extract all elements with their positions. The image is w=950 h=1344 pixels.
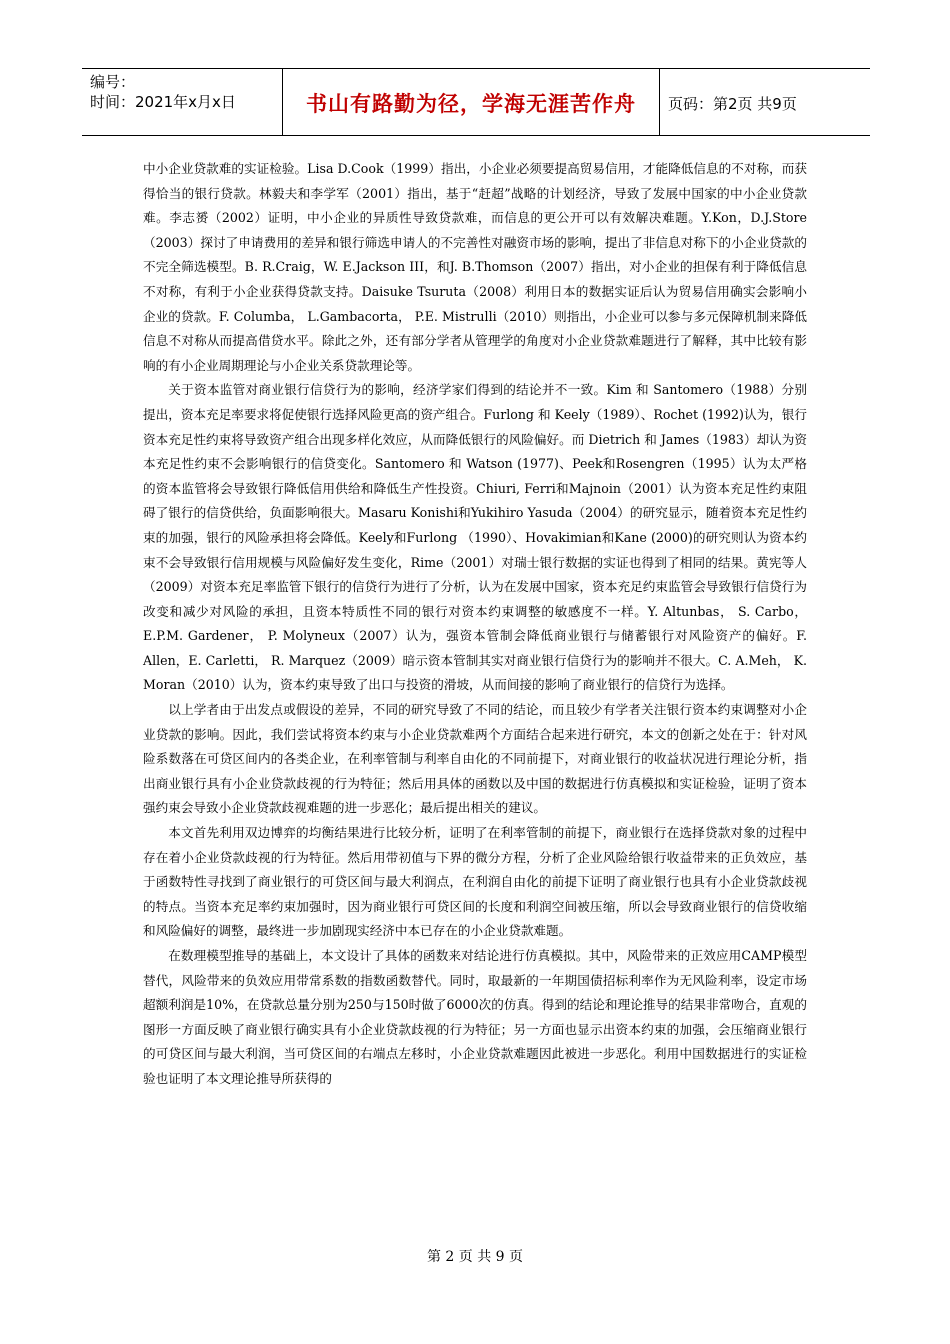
- header-page-cell: [660, 69, 870, 135]
- header-motto: 书山有路勤为径，学海无涯苦作舟: [306, 92, 636, 116]
- header-motto-cell: [283, 69, 660, 135]
- header-page-number: 页码：第2页 共9页: [668, 95, 797, 113]
- paragraph-simulation: 在数理模型推导的基础上，本文设计了具体的函数来对结论进行仿真模拟。其中，风险带来的正效应用CAMP模型替代，风险带来的负效应用带常系数的指数函数替代。同时，取最新的一年期国债招标利率作为无风险利率，设定市场超额利润是10%，在贷款总量分别为250与150时做了6000次的仿真。得到的结论和理论推导的结果非常吻合，直观的图形一方面反映了商业银行确实具有小企业贷款歧视的行为特征；另一方面也显示出资本约束的加强，会压缩商业银行的可贷区间与最大利润，当可贷区间的右端点左移时，小企业贷款难题因此被进一步恶化。利用中国数据进行的实证检验也证明了本文理论推导所获得的: [143, 948, 807, 1086]
- paragraph-method-overview: 本文首先利用双边博弈的均衡结果进行比较分析，证明了在利率管制的前提下，商业银行在选择贷款对象的过程中存在着小企业贷款歧视的行为特征。然后用带初值与下界的微分方程，分析了企业风险给银行收益带来的正负效应，基于函数特性寻找到了商业银行的可贷区间与最大利润点，在利润自由化的前提下证明了商业银行也具有小企业贷款歧视的特点。当资本充足率约束加强时，因为商业银行可贷区间的长度和利润空间被压缩，所以会导致商业银行的信贷收缩和风险偏好的调整，最终进一步加剧现实经济中本已存在的小企业贷款难题。: [143, 825, 807, 939]
- paragraph-capital-regulation: 关于资本监管对商业银行信贷行为的影响，经济学家们得到的结论并不一致。Kim 和 Santomero（1988）分别提出，资本充足率要求将促使银行选择风险更高的资产组合。Furlong 和 Keely（1989）、Rochet (1992)认为，银行资本充足性约束将导致资产组合出现多样化效应，从而降低银行的风险偏好。而 Dietrich 和 James（1983）却认为资本充足性约束不会影响银行的信贷变化。Santomero 和 Watson (1977)、Peek和Rosengren（1995）认为太严格的资本监管将会导致银行降低信用供给和降低生产性投资。Chiuri, Ferri和Majnoin（2001）认为资本充足性约束阻碍了银行的信贷供给，负面影响很大。Masaru Konishi和Yukihiro Yasuda（2004）的研究显示，随着资本充足性约束的加强，银行的风险承担将会降低。Keely和Furlong （1990）、Hovakimian和Kane (2000)的研究则认为资本约束不会导致银行信用规模与风险偏好发生变化，Rime（2001）对瑞士银行数据的实证也得到了相同的结果。黄宪等人（2009）对资本充足率监管下银行的信贷行为进行了分析，认为在发展中国家，资本充足约束监管会导致银行信贷行为改变和减少对风险的承担，且资本特质性不同的银行对资本约束调整的敏感度不一样。Y. Altunbas， S. Carbo，E.P.M. Gardener， P. Molyneux（2007）认为，强资本管制会降低商业银行与储蓄银行对风险资产的偏好。F. Allen，E. Carletti， R. Marquez（2009）暗示资本管制其实对商业银行信贷行为的影响并不很大。C. A.Meh， K. Moran（2010）认为，资本约束导致了出口与投资的滑坡，从而间接的影响了商业银行的信贷行为选择。: [143, 382, 807, 693]
- document-date-label: 时间：2021年x月x日: [90, 93, 236, 111]
- page-header: [82, 68, 870, 136]
- paragraph-small-business-loans: 中小企业贷款难的实证检验。Lisa D.Cook（1999）指出，小企业必须要提高贸易信用，才能降低信息的不对称，而获得恰当的银行贷款。林毅夫和李学军（2001）指出，基于“赶超”战略的计划经济，导致了发展中国家的中小企业贷款难。李志赟（2002）证明，中小企业的异质性导致贷款难，而信息的更公开可以有效解决难题。Y.Kon，D.J.Store（2003）探讨了申请费用的差异和银行筛选申请人的不完善性对融资市场的影响，提出了非信息对称下的小企业贷款的不完全筛选模型。B. R.Craig，W. E.Jackson III，和J. B.Thomson（2007）指出，对小企业的担保有利于降低信息不对称，有利于小企业获得贷款支持。Daisuke Tsuruta（2008）利用日本的数据实证后认为贸易信用确实会影响小企业的贷款。F. Columba， L.Gambacorta， P.E. Mistrulli（2010）则指出，小企业可以参与多元保障机制来降低信息不对称从而提高借贷水平。除此之外，还有部分学者从管理学的角度对小企业贷款难题进行了解释，其中比较有影响的有小企业周期理论与小企业关系贷款理论等。: [143, 161, 807, 373]
- document-number-label: 编号：: [90, 73, 136, 91]
- paragraph-innovation: 以上学者由于出发点或假设的差异，不同的研究导致了不同的结论，而且较少有学者关注银行资本约束调整对小企业贷款的影响。因此，我们尝试将资本约束与小企业贷款难两个方面结合起来进行研究，本文的创新之处在于：针对风险系数落在可贷区间内的各类企业，在利率管制与利率自由化的不同前提下，对商业银行的收益状况进行理论分析，指出商业银行具有小企业贷款歧视的行为特征；然后用具体的函数以及中国的数据进行仿真模拟和实证检验，证明了资本强约束会导致小企业贷款歧视难题的进一步恶化；最后提出相关的建议。: [143, 702, 807, 816]
- body-text: [143, 157, 807, 1092]
- header-meta-cell: [82, 69, 283, 135]
- page-footer: 第 2 页 共 9 页: [426, 1249, 524, 1265]
